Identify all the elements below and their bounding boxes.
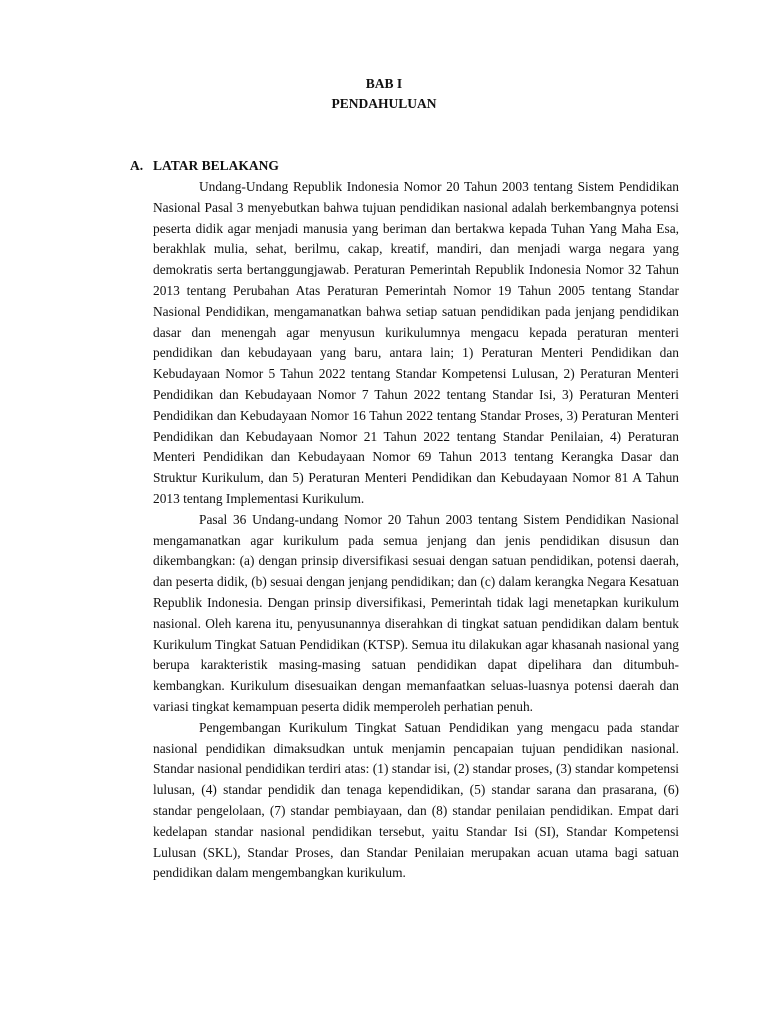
chapter-title: PENDAHULUAN bbox=[331, 96, 437, 111]
paragraph-1: Undang-Undang Republik Indonesia Nomor 20 Tahun 2003 tentang Sistem Pendidikan Nasional Pasal 3 menyebutkan bahwa tujuan pendidikan nasional adalah berkembangnya potensi peserta didik agar menjadi manusia yang beriman dan bertakwa kepada Tuhan Yang Maha Esa, berakhlak mulia, sehat, berilmu, cakap, kreatif, mandiri, dan menjadi warga negara yang demokratis serta bertanggungjawab. Peraturan Pemerintah Republik Indonesia Nomor 32 Tahun 2013 tentang Perubahan Atas Peraturan Pemerintah Nomor 19 Tahun 2005 tentang Standar Nasional Pendidikan, mengamanatkan bahwa setiap satuan pendidikan pada jenjang pendidikan dasar dan menengah agar menyusun kurikulumnya mengacu kepada peraturan menteri pendidikan dan kebudayaan yang baru, antara lain; 1) Peraturan Menteri Pendidikan dan Kebudayaan Nomor 5 Tahun 2022 tentang Standar Kompetensi Lulusan, 2) Peraturan Menteri Pendidikan dan Kebudayaan Nomor 7 Tahun 2022 tentang Standar Isi, 3) Peraturan Menteri Pendidikan dan Kebudayaan Nomor 16 Tahun 2022 tentang Standar Proses, 3) Peraturan Menteri Pendidikan dan Kebudayaan Nomor 21 Tahun 2022 tentang Standar Penilaian, 4) Peraturan Menteri Pendidikan dan Kebudayaan Nomor 69 Tahun 2013 tentang Kerangka Dasar dan Struktur Kurikulum, dan 5) Peraturan Menteri Pendidikan dan Kebudayaan Nomor 81 A Tahun 2013 tentang Implementasi Kurikulum. bbox=[153, 179, 679, 506]
body-text bbox=[153, 177, 679, 884]
paragraph-2: Pasal 36 Undang-undang Nomor 20 Tahun 2003 tentang Sistem Pendidikan Nasional mengamanatkan agar kurikulum pada semua jenjang dan jenis pendidikan disusun dan dikembangkan: (a) dengan prinsip diversifikasi sesuai dengan satuan pendidikan, potensi daerah, dan peserta didik, (b) sesuai dengan jenjang pendidikan; dan (c) dalam kerangka Negara Kesatuan Republik Indonesia. Dengan prinsip diversifikasi, Pemerintah tidak lagi menetapkan kurikulum nasional. Oleh karena itu, penyusunannya diserahkan di tingkat satuan pendidikan dalam bentuk Kurikulum Tingkat Satuan Pendidikan (KTSP). Semua itu dilakukan agar khasanah nasional yang berupa karakteristik masing-masing satuan pendidikan dapat dipelihara dan ditumbuh-kembangkan. Kurikulum disesuaikan dengan memanfaatkan seluas-luasnya potensi daerah dan variasi tingkat kemampuan peserta didik memperoleh perhatian penuh. bbox=[153, 511, 679, 714]
section-title: LATAR BELAKANG bbox=[153, 158, 279, 173]
chapter-number: BAB I bbox=[365, 76, 403, 91]
paragraph-3: Pengembangan Kurikulum Tingkat Satuan Pendidikan yang mengacu pada standar nasional pendidikan dimaksudkan untuk menjamin pencapaian tujuan pendidikan nasional. Standar nasional pendidikan terdiri atas: (1) standar isi, (2) standar proses, (3) standar kompetensi lulusan, (4) standar pendidik dan tenaga kependidikan, (5) standar sarana dan prasarana, (6) standar pengelolaan, (7) standar pembiayaan, dan (8) standar penilaian pendidikan. Empat dari kedelapan standar nasional pendidikan tersebut, yaitu Standar Isi (SI), Standar Kompetensi Lulusan (SKL), Standar Proses, dan Standar Penilaian merupakan acuan utama bagi satuan pendidikan dalam mengembangkan kurikulum. bbox=[153, 719, 679, 881]
section-letter: A. bbox=[130, 158, 144, 173]
section-heading bbox=[130, 158, 279, 174]
